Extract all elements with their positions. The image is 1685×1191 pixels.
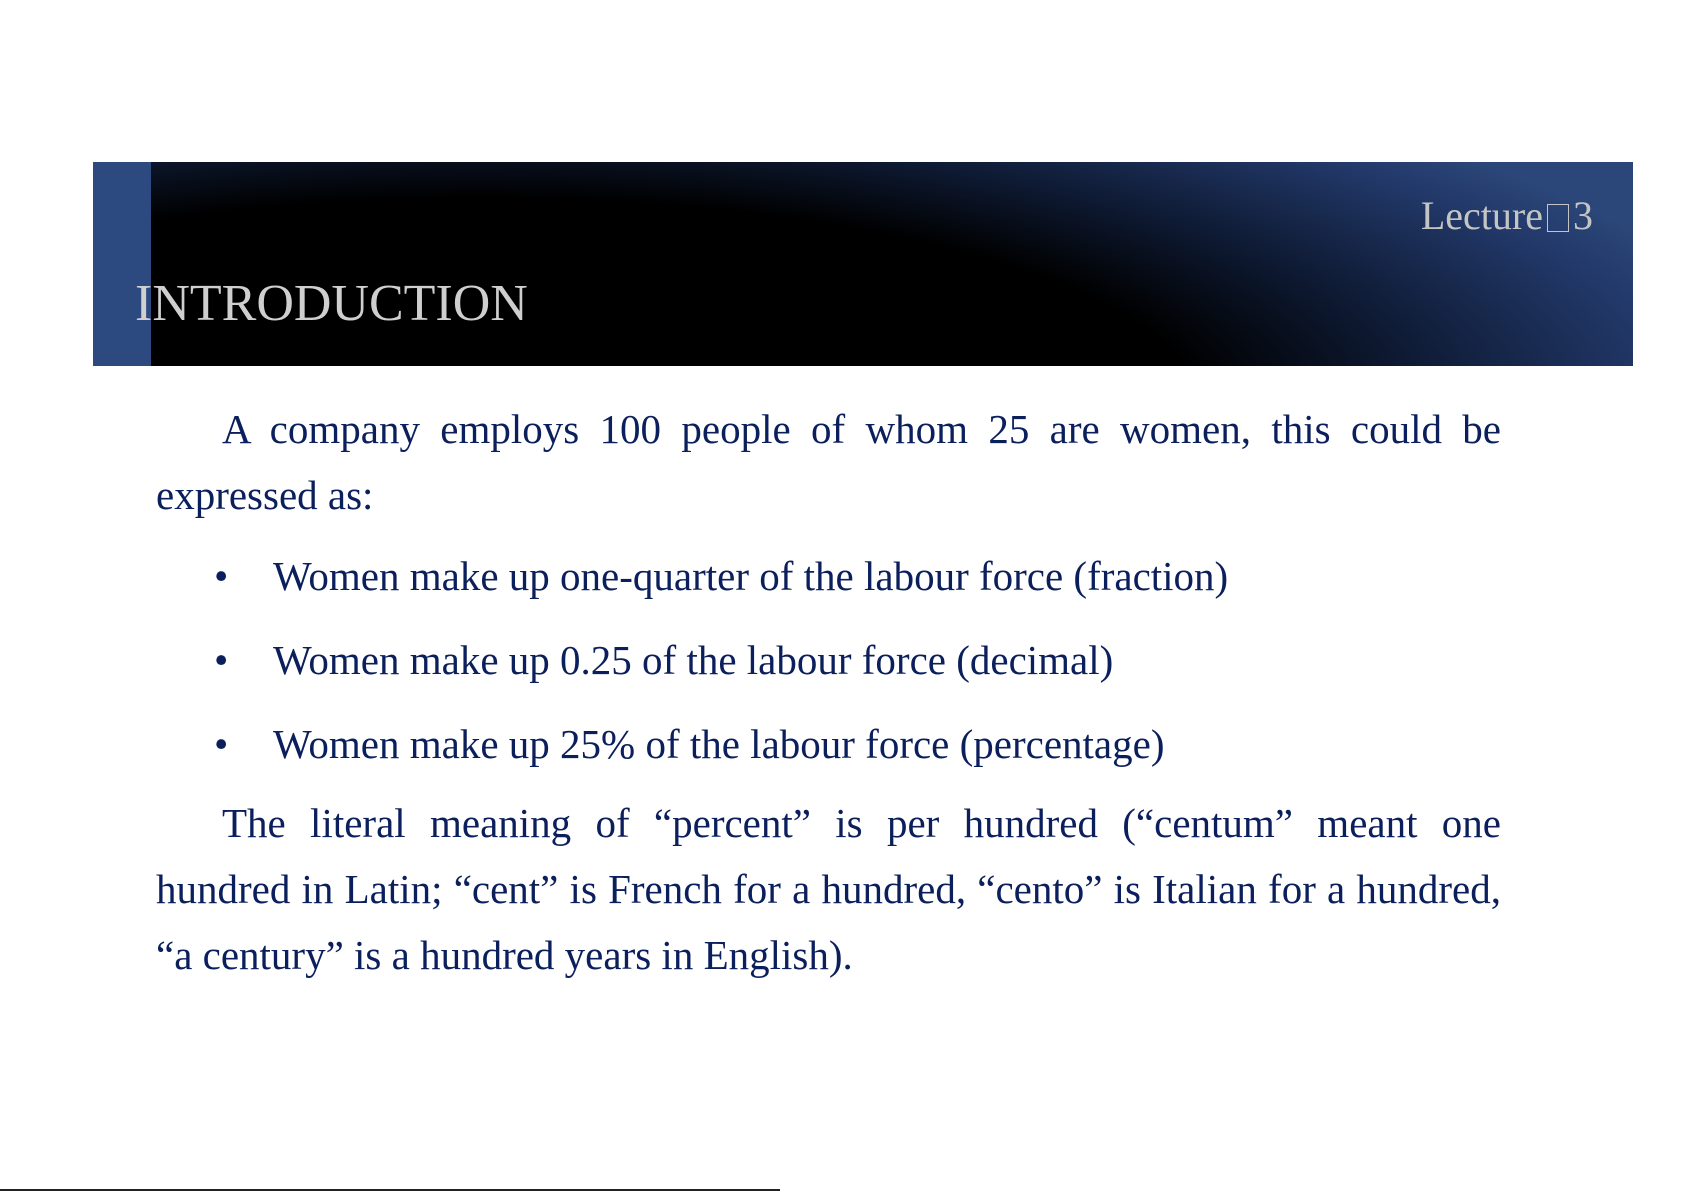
bullet-icon: • [214,721,229,767]
bullet-text: Women make up 25% of the labour force (percentage) [273,721,1165,767]
header-band [93,162,1633,366]
bullet-item-percentage [156,702,1501,786]
bullet-text: Women make up 0.25 of the labour force (decimal) [273,637,1114,683]
bullet-item-decimal [156,618,1501,702]
lecture-label [1421,192,1593,239]
page-title: INTRODUCTION [135,275,528,332]
bullet-item-fraction [156,534,1501,618]
intro-paragraph: A company employs 100 people of whom 25 are women, this could be expressed as: [156,406,1501,518]
header-gradient [151,162,1633,366]
lecture-word: Lecture [1420,193,1543,238]
missing-glyph-box-icon [1547,204,1569,232]
bullet-list [156,534,1501,786]
lecture-number: 3 [1573,193,1593,238]
bullet-icon: • [214,553,229,599]
slide-content [156,396,1501,988]
closing-paragraph: The literal meaning of “percent” is per hundred (“centum” meant one hundred in Latin; “cent” is French for a hundred, “cento” is Italian for a hundred, “a century” is a hundred years in English). [156,800,1501,978]
bullet-text: Women make up one-quarter of the labour force (fraction) [273,553,1229,599]
bullet-icon: • [214,637,229,683]
